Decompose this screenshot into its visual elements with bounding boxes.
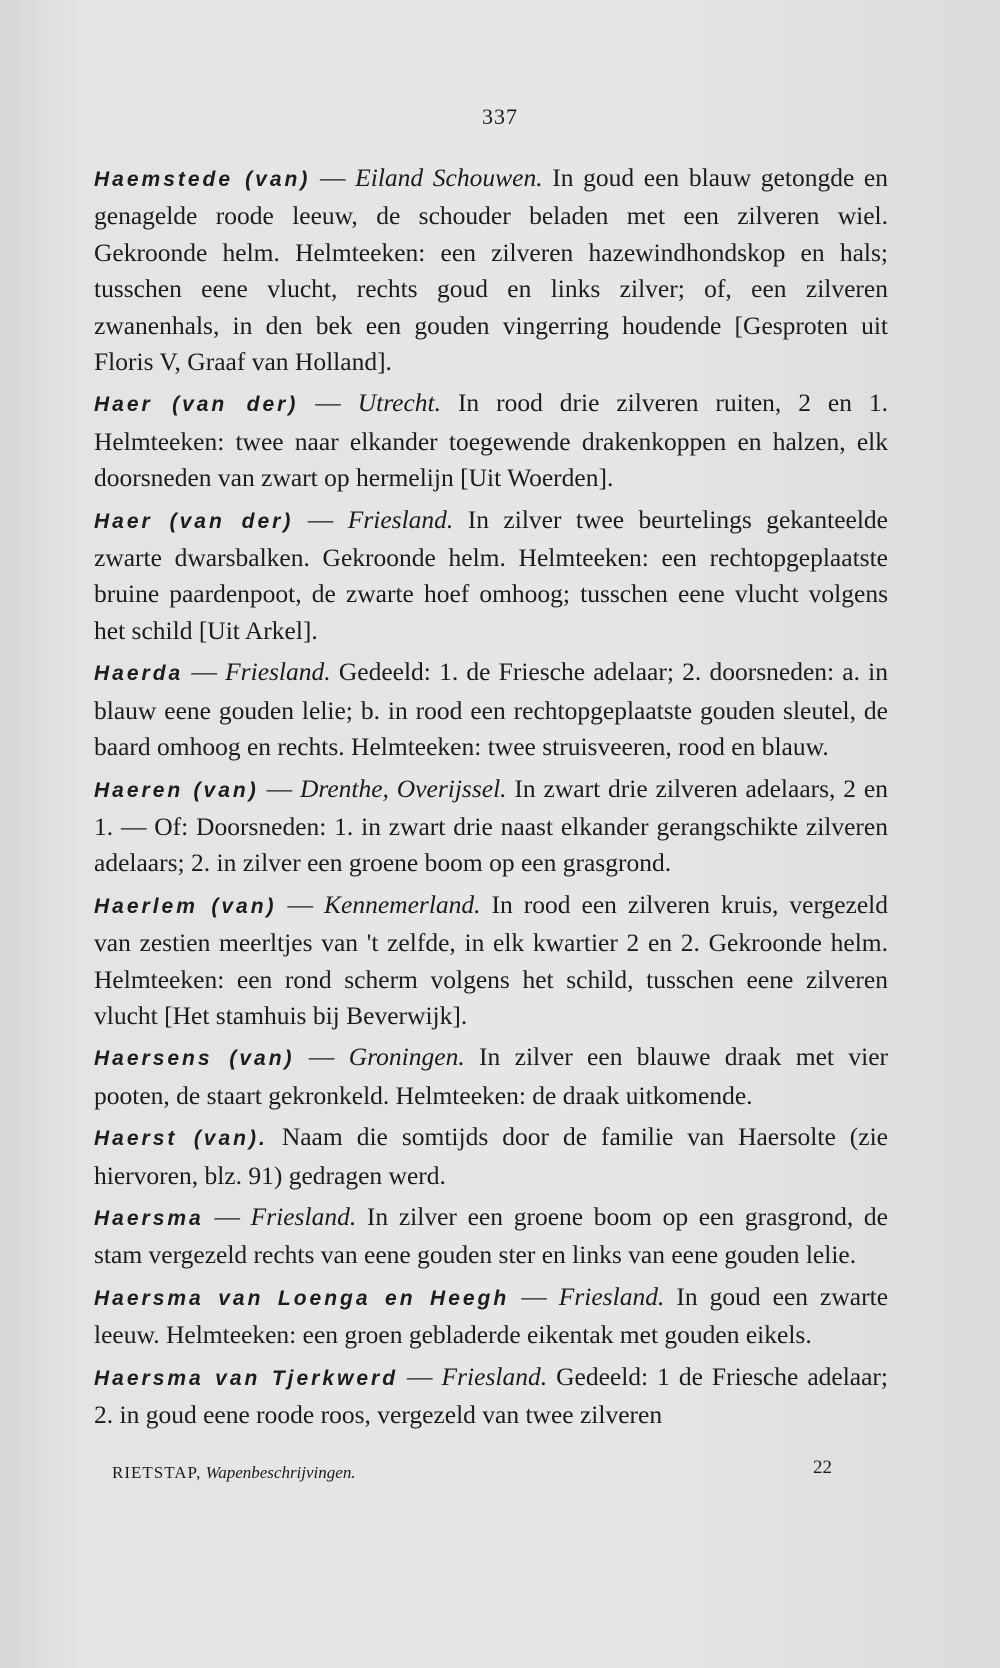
entry-region: Friesland. (225, 657, 331, 687)
entry-region: Utrecht. (357, 388, 442, 418)
entry-text: In rood een zilveren kruis, vergezeld van zestien meerltjes van 't zelfde, in elk kwartier 2 en 2. Gekroonde helm. Helmteeken: een rond scherm volgens het schild, tusschen eene zilveren vlucht [Het stamhuis bij Beverwijk]. (94, 889, 889, 1030)
entry-name: Haerda (94, 662, 184, 686)
footer-title: Wapenbeschrijvingen. (205, 1463, 356, 1482)
entry-text: In zilver een groene boom op een grasgrond, de stam vergezeld rechts van eene gouden ster en links van eene gouden lelie. (94, 1201, 888, 1270)
entry-name: Haerlem (van) (94, 894, 277, 918)
entry (94, 1359, 888, 1434)
entry (94, 502, 888, 650)
entry-region: Friesland. (558, 1281, 665, 1311)
entry (94, 385, 888, 496)
entry-separator: — (203, 1201, 251, 1231)
entry (94, 1279, 888, 1354)
entry (94, 887, 888, 1035)
entry-separator: — (298, 388, 358, 418)
entry-text: In zwart drie zilveren adelaars, 2 en 1. — Of: Doorsneden: 1. in zwart drie naast elkander gerangschikte zilveren adelaars; 2. in zilver een groene boom op een grasgrond. (94, 773, 888, 878)
entry-text: In zilver een blauwe draak met vier pooten, de staart gekronkeld. Helmteeken: de draak uitkomende. (94, 1042, 889, 1110)
entry-text: In goud een blauw getongde en genagelde roode leeuw, de schouder beladen met een zilveren wiel. Gekroonde helm. Helmteeken: een zilveren hazewindhondskop en hals; tusschen eene vlucht, rechts goud en links zilver; of, een zilveren zwanenhals, in den bek een gouden vingerring houdende [Gesproten uit Floris V, Graaf van Holland]. (94, 163, 888, 377)
entry-separator: — (293, 504, 348, 534)
footer-author: RIETSTAP, (112, 1463, 202, 1482)
entry-name: Haer (van der) (94, 509, 294, 533)
entry (94, 771, 888, 882)
entry-separator: — (398, 1361, 442, 1391)
entry-separator: — (509, 1281, 559, 1311)
entry-separator: — (183, 657, 226, 687)
entry-name: Haer (van der) (94, 393, 299, 417)
entry-name: Haersma (94, 1206, 204, 1230)
entry (94, 1199, 888, 1274)
entry-text: In zilver twee beurtelings gekanteelde zwarte dwarsbalken. Gekroonde helm. Helmteeken: een rechtopgeplaatste bruine paardenpoot, de zwarte hoef omhoog; tusschen eene vlucht volgens het schild [Uit Arkel]. (94, 504, 889, 645)
entry (94, 1119, 888, 1194)
page-footer (112, 1457, 832, 1483)
entry (94, 654, 888, 765)
entry-name: Haersens (van) (94, 1047, 295, 1071)
signature-mark: 22 (813, 1457, 832, 1478)
entry-region: Eiland Schouwen. (355, 163, 543, 192)
entry-separator: — (258, 773, 300, 803)
text-body (94, 160, 888, 1438)
entry-name: Haersma van Loenga en Heegh (94, 1286, 510, 1310)
entry-region: Friesland. (441, 1361, 548, 1391)
entry-region: Kennemerland. (324, 889, 481, 919)
entry-text: Naam die somtijds door de familie van Haersolte (zie hiervoren, blz. 91) gedragen werd. (94, 1122, 888, 1190)
entry-region: Drenthe, Overijssel. (299, 773, 507, 803)
entry-name: Haerst (van). (94, 1127, 268, 1151)
entry-name: Haeren (van) (94, 778, 259, 802)
entry-separator: — (294, 1042, 349, 1072)
page-number: 337 (482, 104, 518, 129)
entry-text: In rood drie zilveren ruiten, 2 en 1. Helmteeken: twee naar elkander toegewende drakenkoppen en halzen, elk doorsneden van zwart op hermelijn [Uit Woerden]. (94, 388, 888, 493)
entry-region: Groningen. (348, 1042, 465, 1072)
entry-text: Gedeeld: 1 de Friesche adelaar; 2. in goud eene roode roos, vergezeld van twee zilveren (94, 1361, 889, 1429)
entry-separator: — (276, 889, 325, 919)
entry (94, 1039, 888, 1114)
entry-name: Haersma van Tjerkwerd (94, 1366, 399, 1390)
entry-text: In goud een zwarte leeuw. Helmteeken: een groen gebladerde eikentak met gouden eikels. (94, 1281, 889, 1350)
entry-separator: — (310, 163, 356, 192)
entry-name: Haemstede (van) (94, 168, 311, 191)
entry-text: Gedeeld: 1. de Friesche adelaar; 2. doorsneden: a. in blauw eene gouden lelie; b. in rood een rechtopgeplaatste gouden sleutel, de baard omhoog en rechts. Helmteeken: twee struisveeren, rood en blauw. (94, 657, 889, 762)
entry-region: Friesland. (250, 1201, 357, 1231)
entry-region: Friesland. (347, 504, 454, 534)
entry (94, 160, 888, 380)
